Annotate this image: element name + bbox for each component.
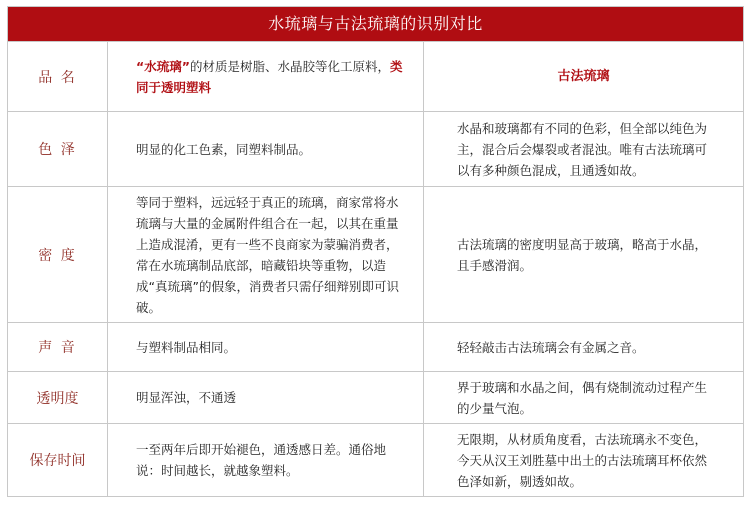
table-row-name bbox=[8, 41, 743, 111]
cell-text: 明显的化工色素，同塑料制品。 bbox=[136, 141, 312, 157]
cell-text: 明显浑浊，不通透 bbox=[136, 390, 237, 405]
water-glaze-cell bbox=[108, 424, 424, 496]
table-row-density bbox=[8, 186, 743, 322]
cell-text: 轻轻敲击古法琉璃会有金属之音。 bbox=[457, 339, 645, 355]
cell-text: 与塑料制品相同。 bbox=[136, 339, 237, 355]
cell-text: 一至两年后即开始褪色，通透感日差。通俗地说：时间越长，就越象塑料。 bbox=[136, 442, 387, 478]
row-label: 透明度 bbox=[8, 372, 108, 423]
water-glaze-cell bbox=[108, 112, 424, 186]
row-label: 保存时间 bbox=[8, 424, 108, 496]
cell-text: 水晶和玻璃都有不同的色彩，但全部以纯色为主，混合后会爆裂或者混浊。唯有古法琉璃可以有多种颜色混成，且通透如故。 bbox=[457, 120, 708, 178]
table-title: 水琉璃与古法琉璃的识别对比 bbox=[8, 7, 743, 41]
table-row-sound bbox=[8, 322, 743, 371]
cell-text: 界于玻璃和水晶之间，偶有烧制流动过程产生的少量气泡。 bbox=[457, 379, 708, 416]
table-row-color bbox=[8, 111, 743, 186]
cell-text: 古法琉璃的密度明显高于玻璃，略高于水晶，且手感滑润。 bbox=[457, 236, 708, 273]
water-glaze-name: 水琉璃 bbox=[144, 58, 182, 74]
row-label: 色 泽 bbox=[8, 112, 108, 186]
ancient-glaze-cell bbox=[424, 112, 743, 186]
table-row-durability bbox=[8, 423, 743, 496]
row-label: 声 音 bbox=[8, 323, 108, 371]
cell-text: 等同于塑料，远远轻于真正的琉璃，商家常将水琉璃与大量的金属附件组合在一起，以其在重量上造成混淆，更有一些不良商家为蒙骗消费者，常在水琉璃制品底部，暗藏铅块等重物，以造成“真琉璃”的假象，消费者只需仔细辩别即可识破。 bbox=[136, 194, 399, 315]
ancient-glaze-cell bbox=[424, 424, 743, 496]
water-glaze-cell bbox=[108, 323, 424, 371]
water-glaze-cell bbox=[108, 187, 424, 322]
plastic-note: 类同于透明塑料 bbox=[136, 58, 403, 95]
comparison-table bbox=[7, 6, 744, 497]
ancient-glaze-header-cell bbox=[424, 42, 743, 111]
water-glaze-cell bbox=[108, 372, 424, 423]
quote-close: ” bbox=[181, 58, 190, 74]
row-label: 密 度 bbox=[8, 187, 108, 322]
ancient-glaze-name: 古法琉璃 bbox=[557, 69, 610, 84]
quote-open: “ bbox=[136, 58, 145, 74]
row-label: 品 名 bbox=[8, 42, 108, 111]
ancient-glaze-cell bbox=[424, 372, 743, 423]
water-glaze-cell bbox=[108, 42, 424, 111]
ancient-glaze-cell bbox=[424, 323, 743, 371]
material-text: 的材质是树脂、水晶胶等化工原料， bbox=[189, 58, 390, 74]
cell-text: 无限期，从材质角度看，古法琉璃永不变色，今天从汉王刘胜墓中出土的古法琉璃耳杯依然色泽如新，剔透如故。 bbox=[457, 431, 708, 489]
ancient-glaze-cell bbox=[424, 187, 743, 322]
table-row-transparency bbox=[8, 371, 743, 423]
